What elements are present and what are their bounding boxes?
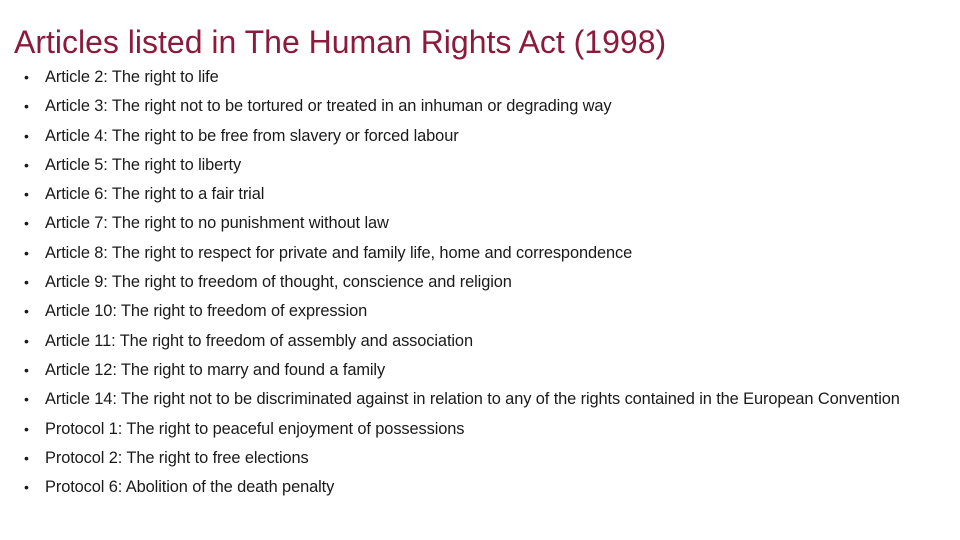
list-item-text: Article 6: The right to a fair trial — [45, 185, 265, 204]
bullet-icon: • — [24, 274, 29, 291]
list-item — [24, 244, 939, 263]
bullet-icon: • — [24, 303, 29, 320]
list-item — [24, 97, 939, 116]
list-item-text: Article 12: The right to marry and found a family — [45, 360, 386, 379]
list-item — [24, 156, 939, 175]
list-item — [24, 127, 939, 146]
bullet-icon: • — [24, 391, 29, 408]
slide-title: Articles listed in The Human Rights Act (1998) — [14, 24, 667, 60]
list-item-text: Article 2: The right to life — [45, 68, 219, 86]
list-item-text: Article 3: The right not to be tortured or treated in an inhuman or degrading way — [45, 97, 612, 116]
list-item — [24, 449, 939, 468]
list-item-text: Protocol 2: The right to free elections — [45, 448, 309, 467]
list-item-text: Article 10: The right to freedom of expression — [45, 302, 368, 321]
list-item-text: Article 14: The right not to be discriminated against in relation to any of the rights contained in the European Convention — [45, 390, 900, 409]
bullet-icon: • — [24, 156, 29, 173]
list-item — [24, 302, 939, 321]
list-item — [24, 332, 939, 351]
bullet-icon: • — [24, 186, 29, 203]
list-item-text: Article 9: The right to freedom of thought, conscience and religion — [45, 273, 512, 292]
list-item — [24, 420, 939, 439]
list-item-text: Article 11: The right to freedom of assembly and association — [45, 331, 473, 350]
list-item — [24, 361, 939, 380]
list-item-text: Article 4: The right to be free from slavery or forced labour — [45, 126, 459, 145]
list-item-text: Protocol 1: The right to peaceful enjoyment of possessions — [45, 419, 465, 438]
list-item-text: Article 5: The right to liberty — [45, 155, 242, 174]
bullet-icon: • — [24, 244, 29, 261]
list-item — [24, 68, 939, 87]
list-item — [24, 478, 939, 497]
bullet-icon: • — [24, 420, 29, 437]
bullet-icon: • — [24, 449, 29, 466]
bullet-icon: • — [24, 332, 29, 349]
bullet-icon: • — [24, 215, 29, 232]
bullet-icon: • — [24, 479, 29, 496]
list-item-text: Protocol 6: Abolition of the death penalty — [45, 478, 335, 497]
bullet-icon: • — [24, 69, 29, 85]
list-item — [24, 185, 939, 204]
bullet-icon: • — [24, 127, 29, 144]
list-item-text: Article 8: The right to respect for private and family life, home and correspondence — [45, 243, 633, 262]
articles-list — [24, 68, 939, 507]
list-item — [24, 214, 939, 233]
bullet-icon: • — [24, 98, 29, 115]
list-item — [24, 390, 939, 409]
bullet-icon: • — [24, 361, 29, 378]
list-item — [24, 273, 939, 292]
list-item-text: Article 7: The right to no punishment without law — [45, 214, 389, 233]
